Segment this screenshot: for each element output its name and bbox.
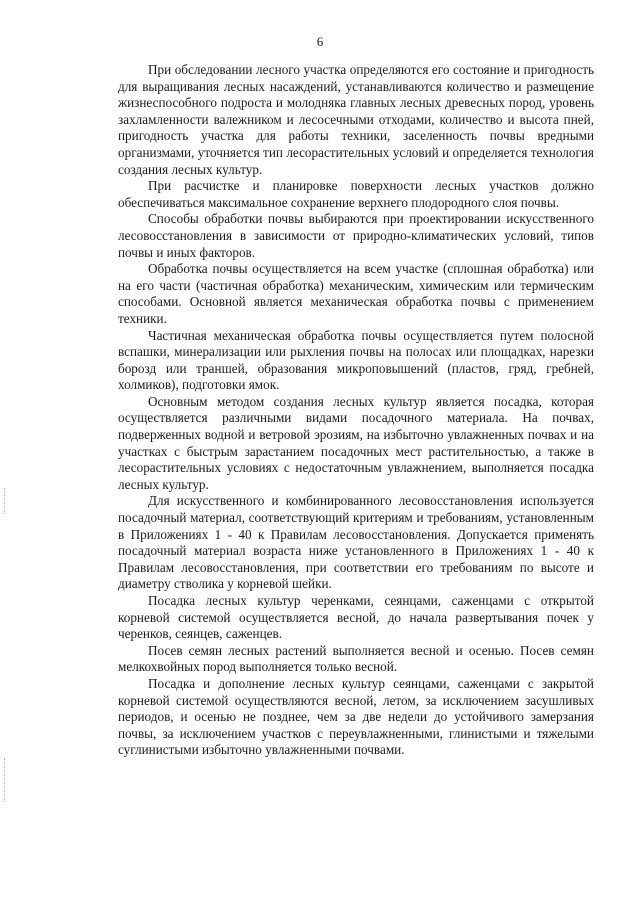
- paragraph: Посадка и дополнение лесных культур сеянцами, саженцами с закрытой корневой системой осуществляются весной, летом, за исключением засушливых периодов, и осенью не позднее, чем за две недели до устойчивого замерзания почвы, за исключением участков с переувлажненными, глинистыми и тяжелыми суглинистыми избыточно увлажненными почвами.: [118, 675, 594, 758]
- paragraph: Обработка почвы осуществляется на всем участке (сплошная обработка) или на его части (частичная обработка) механическим, химическим или термическим способами. Основной является механическая обработка почвы с применением техники.: [118, 261, 594, 326]
- paragraph: Посев семян лесных растений выполняется весной и осенью. Посев семян мелкохвойных пород выполняется только весной.: [118, 642, 594, 675]
- paragraph: При расчистке и планировке поверхности лесных участков должно обеспечиваться максимальное сохранение верхнего плодородного слоя почвы.: [118, 178, 594, 210]
- paragraph: Посадка лесных культур черенками, сеянцами, саженцами с открытой корневой системой осуществляется весной, до начала развертывания почек у черенков, сеянцев, саженцев.: [118, 593, 594, 642]
- page-number: 6: [316, 34, 324, 49]
- scan-margin-mark: [4, 758, 8, 802]
- scan-margin-mark: [4, 488, 8, 514]
- paragraph: При обследовании лесного участка определяются его состояние и пригодность для выращивания лесных насаждений, устанавливаются количество и размещение жизнеспособного подроста и молодняка главных лесных древесных пород, уровень захламленности валежником и лесосечными отходами, количество и высота пней, пригодность участка для работы техники, заселенность почвы вредными организмами, уточняется тип лесорастительных условий и определяется технология создания лесных культур.: [118, 62, 594, 177]
- paragraph: Основным методом создания лесных культур является посадка, которая осуществляется различными видами посадочного материала. На почвах, подверженных водной и ветровой эрозиям, на избыточно увлажненных почвах и на участках с быстрым зарастанием посадочных мест растительностью, а также в лесорастительных условиях с недостаточным увлажнением, выполняется посадка лесных культур.: [118, 393, 594, 492]
- paragraph: Способы обработки почвы выбираются при проектировании искусственного лесовосстановления в зависимости от природно-климатических условий, типов почвы и иных факторов.: [118, 211, 594, 260]
- document-body: [118, 62, 594, 759]
- paragraph: Для искусственного и комбинированного лесовосстановления используется посадочный материал, соответствующий критериям и требованиям, установленным в Приложениях 1 - 40 к Правилам лесовосстановления. Допускается применять посадочный материал возраста ниже установленного в Приложениях 1 - 40 к Правилам лесовосстановления, при соответствии его требованиям по высоте и диаметру стволика у корневой шейки.: [118, 493, 594, 592]
- paragraph: Частичная механическая обработка почвы осуществляется путем полосной вспашки, минерализации или рыхления почвы на полосах или площадках, нарезки борозд или траншей, образования микроповышений (пластов, гряд, гребней, холмиков), подготовки ямок.: [118, 327, 594, 393]
